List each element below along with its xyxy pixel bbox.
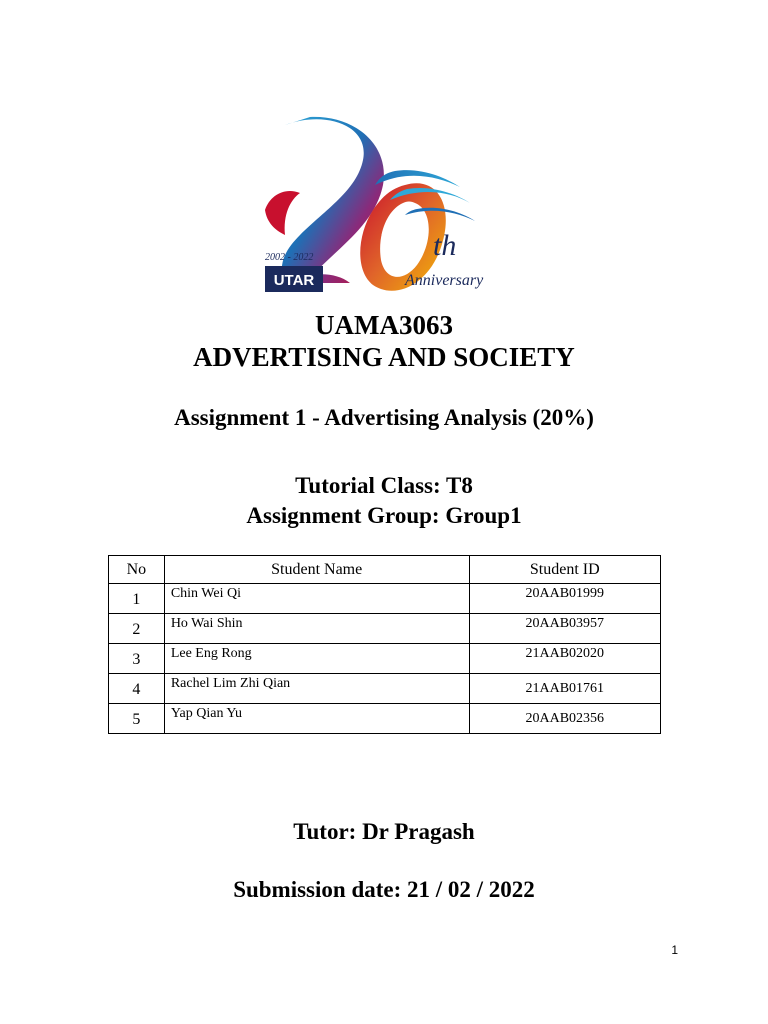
student-name: Rachel Lim Zhi Qian: [164, 674, 469, 704]
student-id: 20AAB02356: [469, 704, 660, 734]
tutorial-class: Tutorial Class: T8: [295, 473, 473, 498]
table-row: [109, 674, 661, 704]
table-row: [109, 644, 661, 674]
logo-ordinal-text: th: [433, 229, 457, 262]
student-table: [108, 555, 661, 734]
table-header-row: [109, 556, 661, 584]
table-row: [109, 704, 661, 734]
student-name: Lee Eng Rong: [164, 644, 469, 674]
row-number: 1: [109, 584, 165, 614]
assignment-group: Assignment Group: Group1: [246, 503, 522, 528]
student-id: 20AAB03957: [469, 614, 660, 644]
row-number: 4: [109, 674, 165, 704]
logo-caption-text: Anniversary: [405, 272, 484, 289]
student-name: Chin Wei Qi: [164, 584, 469, 614]
tutor-name: Tutor: Dr Pragash: [293, 819, 475, 844]
column-header-no: No: [109, 556, 165, 584]
row-number: 5: [109, 704, 165, 734]
row-number: 3: [109, 644, 165, 674]
student-id: 21AAB01761: [469, 674, 660, 704]
student-id: 21AAB02020: [469, 644, 660, 674]
logo-brand-text: UTAR: [273, 272, 315, 289]
utar-20th-anniversary-logo: [255, 115, 495, 305]
row-number: 2: [109, 614, 165, 644]
assignment-title: Assignment 1 - Advertising Analysis (20%): [174, 405, 594, 430]
table-row: [109, 614, 661, 644]
course-code: UAMA3063: [315, 310, 453, 340]
column-header-student-name: Student Name: [164, 556, 469, 584]
submission-date: Submission date: 21 / 02 / 2022: [233, 877, 535, 902]
student-id: 20AAB01999: [469, 584, 660, 614]
anniversary-logo-graphic: [255, 115, 495, 305]
column-header-student-id: Student ID: [469, 556, 660, 584]
course-name: ADVERTISING AND SOCIETY: [193, 342, 575, 372]
student-name: Yap Qian Yu: [164, 704, 469, 734]
table-row: [109, 584, 661, 614]
logo-years-text: 2002 - 2022: [265, 252, 314, 263]
student-name: Ho Wai Shin: [164, 614, 469, 644]
page-number: 1: [671, 943, 678, 957]
